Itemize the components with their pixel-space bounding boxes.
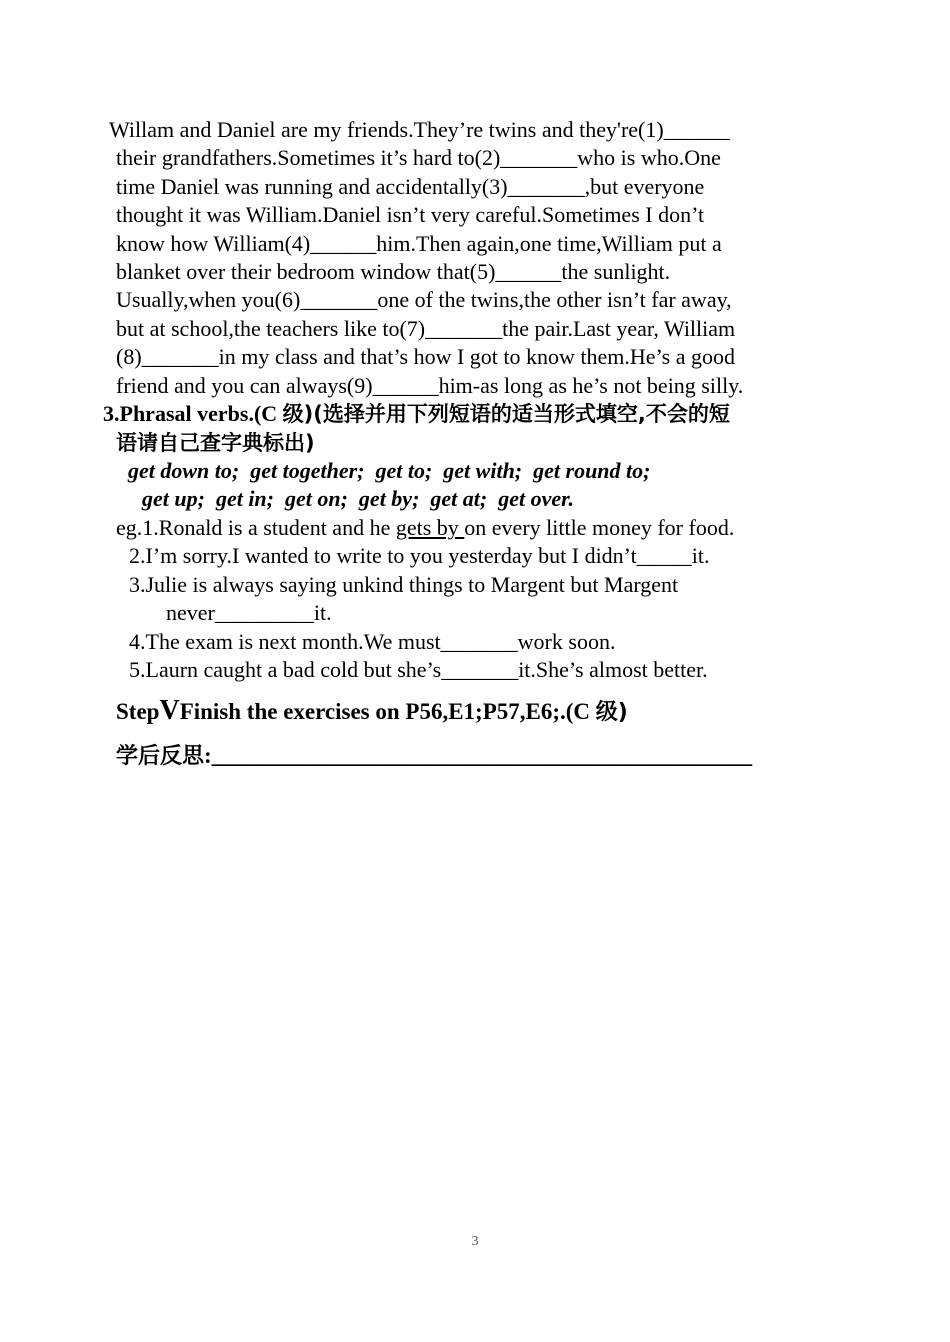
example-text-before: eg.1.Ronald is a student and he	[116, 515, 396, 540]
example-sentence	[116, 514, 734, 542]
section-3-heading-cjk-2: 语请自己查字典标出)	[116, 431, 315, 455]
passage-line-6: blanket over their bedroom window that(5)______the sunlight.	[116, 259, 671, 284]
exercise-item-3: 3.Julie is always saying unkind things to Margent but Margent	[129, 572, 679, 597]
passage-line-1: Willam and Daniel are my friends.They’re twins and they're(1)______	[109, 117, 730, 142]
passage-line-4: thought it was William.Daniel isn’t very careful.Sometimes I don’t	[116, 202, 705, 227]
step-prefix: Step	[116, 699, 160, 724]
exercise-item-5: 5.Laurn caught a bad cold but she’s_______it.She’s almost better.	[129, 657, 708, 682]
section-3-heading-cjk: 级)(选择并用下列短语的适当形式填空,不会的短	[282, 402, 730, 426]
passage-line-5: know how William(4)______him.Then again,one time,William put a	[116, 231, 722, 256]
passage-line-10: friend and you can always(9)______him-as long as he’s not being silly.	[116, 373, 744, 398]
passage-line-9: (8)_______in my class and that’s how I got to know them.He’s a good	[116, 344, 735, 369]
reflection-label: 学后反思	[116, 744, 205, 769]
section-3-heading-line-1	[103, 400, 730, 428]
step-heading	[116, 695, 628, 729]
reflection-answer-line: :_______________________________________________	[204, 743, 753, 768]
phrase-list-line-1: get down to; get together; get to; get with; get round to;	[128, 458, 651, 483]
step-text: Finish the exercises on P56,E1;P57,E6;.(C	[179, 699, 596, 724]
reflection-line	[116, 740, 752, 773]
passage-line-2: their grandfathers.Sometimes it’s hard to(2)_______who is who.One	[116, 145, 721, 170]
phrase-list-line-2: get up; get in; get on; get by; get at; get over.	[142, 486, 574, 511]
example-text-after: on every little money for food.	[464, 515, 735, 540]
exercise-item-4: 4.The exam is next month.We must_______work soon.	[129, 629, 616, 654]
section-3-heading-line-2	[116, 429, 315, 457]
passage-line-3: time Daniel was running and accidentally(3)_______,but everyone	[116, 174, 705, 199]
page-number: 3	[471, 1234, 479, 1249]
step-level-cjk: 级)	[595, 700, 628, 725]
section-3-heading-en: 3.Phrasal verbs.(C	[103, 401, 283, 426]
step-numeral: V	[159, 695, 180, 726]
passage-line-7: Usually,when you(6)_______one of the twins,the other isn’t far away,	[116, 287, 732, 312]
exercise-item-3-continued: never_________it.	[166, 600, 332, 625]
exercise-item-2: 2.I’m sorry.I wanted to write to you yesterday but I didn’t_____it.	[129, 543, 710, 568]
passage-line-8: but at school,the teachers like to(7)_______the pair.Last year, William	[116, 316, 736, 341]
example-answer: gets by	[395, 515, 465, 540]
